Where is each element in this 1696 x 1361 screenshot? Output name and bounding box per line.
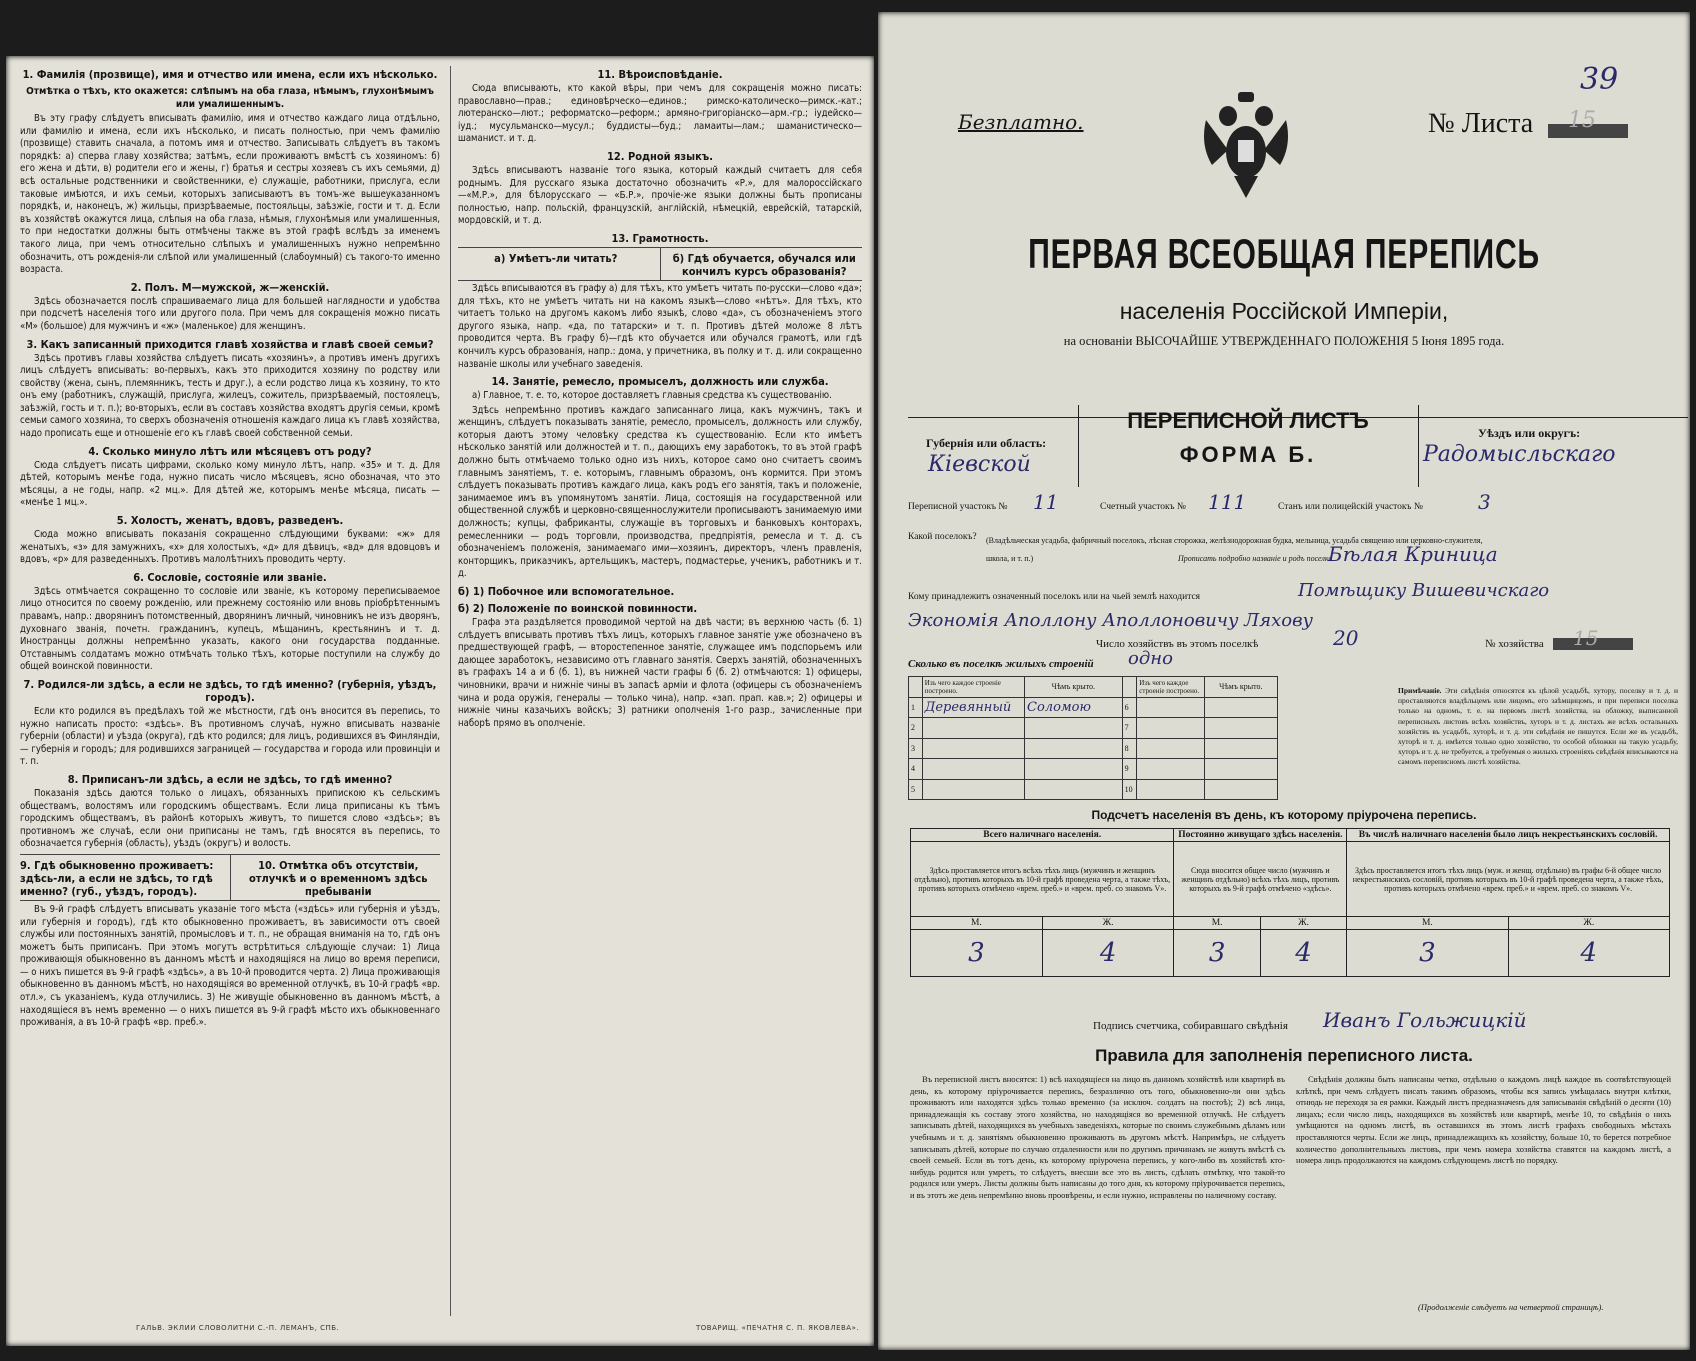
- count-desc-permanent: Сюда вносится общее число (мужчинъ и женщинъ отдѣльно) всѣхъ тѣхъ лицъ, противъ которыхъ въ 9-й графѣ отмѣчено «здѣсь».: [1174, 842, 1347, 917]
- households-label: Число хозяйствъ въ этомъ поселкѣ: [1096, 638, 1259, 650]
- poselok-hint: (Владѣльческая усадьба, фабричный поселокъ, лѣсная сторожка, желѣзнодорожная будка, мельница, усадьба священно или церковно-служителя, школа, и т. п.): [986, 536, 1483, 563]
- section-6-title: 6. Сословіе, состояніе или званіе.: [133, 570, 327, 584]
- section-9-title: 9. Гдѣ обыкновенно проживаетъ: здѣсь-ли, а если не здѣсь, то гдѣ именно? (губ., уѣздъ, городъ).: [20, 858, 214, 898]
- bld-row-num: 4: [909, 759, 923, 780]
- subtitle-2: на основаніи ВЫСОЧАЙШЕ УТВЕРЖДЕННАГО ПОЛОЖЕНІЯ 5 Іюня 1895 года.: [1063, 334, 1505, 348]
- count-non-peasant-m: 3: [1347, 930, 1508, 977]
- left-footer-1: ГАЛЬВ. ЭКЛИИ СЛОВОЛИТНИ С.-П. ЛЕМАНЪ, СПБ.: [136, 1324, 340, 1332]
- note-text: Эти свѣдѣнія относятся къ цѣлой усадьбѣ, хутору, поселку и т. д. и проставляются владѣльцемъ или лицомъ, его заѣмщицомъ, и при переписи поселка только на одномъ, т. е. на первомъ листѣ хозяйства, на обложку, выписанной переписныхъ листовъ всѣхъ хозяйствъ, хуторъ и т. д. листахъ же всѣхъ остальныхъ хозяйствъ въ усадьбѣ, хуторѣ, и т. д. эти свѣдѣнія не пишутся. Если же въ усадьбѣ, хуторѣ и т. д. имѣется только одно хозяйство, то особой обложки на такую усадьбу, хуторъ и т. д. не требуется, а требуемыя о жилыхъ строеніяхъ свѣдѣнія вписываются на самомъ переписномъ листѣ хозяйства.: [1398, 686, 1678, 767]
- household-no-label: № хозяйства: [1485, 638, 1544, 650]
- section-14-title: 14. Занятіе, ремесло, промыселъ, должность или служба.: [491, 375, 829, 389]
- count-permanent-m: 3: [1174, 930, 1260, 977]
- section-13b: б) Гдѣ обучается, обучался или кончилъ курсъ образованія?: [672, 251, 856, 278]
- count-desc-total: Здѣсь проставляется итогъ всѣхъ тѣхъ лицъ (мужчинъ и женщинъ отдѣльно), противъ которыхъ въ 10-й графѣ проведена черта, а также тѣхъ, противъ которыхъ отмѣчено «врем. преб.» и «врем. преб. со знакомъ V».: [911, 842, 1174, 917]
- left-footer-2: ТОВАРИЩ. «ПЕЧАТНЯ С. П. ЯКОВЛЕВА».: [696, 1324, 860, 1332]
- perepis-uchastok-value: 11: [1033, 490, 1059, 514]
- section-11-text: Сюда вписывають, кто какой вѣры, при чемъ для сокращенія можно писать: православно—прав.; единовѣрческо—единов.; римско-католическо—римск.-кат.; лютеранско—лют.; реформатско—реформ.; армяно-григоріанско—арм.-гр.; іудейско—іуд.; мусульманско—мусул.; буддисты—буд.; ламаиты—лам.; шаманистическо—шаманист. и т. д.: [458, 83, 862, 145]
- section-8-text: Показанія здѣсь даются только о лицахъ, обязанныхъ припискою къ сельскимъ обществамъ, волостямъ или городскимъ обществамъ. Если лица приписаны къ тѣмъ городскимъ обществамъ, въ районѣ которыхъ живутъ, то пишется слово «здѣсь»; въ противномъ же случаѣ, если они приписаны не тамъ, гдѣ вносятся въ перепись, то обозначается губернія (область), уѣздъ (округъ) и волость.: [20, 787, 440, 850]
- section-10-title: 10. Отмѣтка объ отсутствіи, отлучкѣ и о временномъ здѣсь пребываніи: [248, 858, 428, 898]
- form-title: ПЕРЕПИСНОЙ ЛИСТЪ: [1127, 408, 1369, 433]
- rules-title: Правила для заполненія переписного листа.: [1095, 1046, 1473, 1065]
- section-5-title: 5. Холостъ, женатъ, вдовъ, разведенъ.: [116, 514, 344, 528]
- section-1-title: 1. Фамилія (прозвище), имя и отчество или имена, если ихъ нѣсколько.: [22, 68, 438, 81]
- bld-row-roof: Соломою: [1025, 697, 1123, 718]
- bld-cell: [1137, 738, 1204, 759]
- bld-row-num-2: 10: [1122, 779, 1137, 800]
- column-divider: [450, 66, 451, 1316]
- section-13a: а) Умѣетъ-ли читать?: [494, 251, 618, 265]
- bld-row-num-2: 9: [1122, 759, 1137, 780]
- bld-row-num: 2: [909, 718, 923, 739]
- buildings-note: [1398, 686, 1678, 768]
- section-11-title: 11. Вѣроисповѣданіе.: [597, 68, 723, 81]
- section-14-text: Здѣсь непремѣнно противъ каждаго записаннаго лица, какъ мужчинъ, такъ и женщинъ, слѣдуетъ показывать занятіе, ремесло, промыселъ, должность или службу, которыя даютъ этому человѣку средства къ существованію. Если кто имѣетъ нѣсколько занятій или должностей и т. п., дающихъ ему заработокъ, то въ этой графѣ должно быть отмѣчаемо только одно изъ нихъ, которое само оно считаетъ своимъ главнымъ занятіемъ, т. е. которымъ, главнымъ образомъ, онъ кормится. При этомъ слѣдуетъ показывать противъ каждаго лица, какъ родъ его занятія, такъ и положеніе, занимаемое имъ въ упомянутомъ занятіи. Лица, состоящія на государственной или общественной службѣ и церковно-священнослужители прописываютъ занимаемую ими должность; купцы, фабриканты, служащіе въ торговыхъ и банковыхъ конторахъ, ремесленники — родъ торговли, производства, предпріятія, ремесла и т. д. съ обозначеніемъ положенія, занимаемаго ими—хозяинъ, директоръ, членъ правленія, конторщикъ, приказчикъ, артельщикъ, мастеръ, подмастерье, ученикъ, работникъ и т. д.: [458, 404, 862, 580]
- bld-cell: [922, 759, 1024, 780]
- bld-cell: [1025, 738, 1123, 759]
- count-non-peasant-zh: 4: [1508, 930, 1669, 977]
- bld-row-num: 3: [909, 738, 923, 759]
- form-box-right: [1418, 405, 1419, 487]
- section-14b2: б) 2) Положеніе по воинской повинности.: [458, 602, 698, 615]
- bld-row-num-2: 6: [1122, 697, 1137, 718]
- bld-cell: [1137, 697, 1204, 718]
- uezd-value: Радомысльскаго: [1423, 442, 1616, 467]
- section-14a: а) Главное, т. е. то, которое доставляетъ главныя средства къ существованію.: [472, 390, 832, 402]
- bld-cell: [1204, 718, 1277, 739]
- signature-value: Иванъ Гольжицкій: [1323, 1008, 1527, 1032]
- section-14b1: б) 1) Побочное или вспомогательное.: [458, 585, 675, 598]
- rules-column-1: Въ переписной листъ вносятся: 1) всѣ находящіеся на лицо въ данномъ хозяйствѣ или квартирѣ въ день, къ которому пріурочивается перепись, безразлично отъ того, обыкновенно-ли они здѣсь проживаютъ или находятся здѣсь только временно (за исключ. солдатъ на постоѣ); 2) всѣ лица, принадлежащія къ составу этого хозяйства, но находящіяся во временной отлучкѣ. Не слѣдуетъ записывать дѣтей, находящихся въ учебныхъ заведеніяхъ, которые по своимъ служебнымъ дѣламъ или учебнымъ и т. д. занятіямъ обыкновенно проживаютъ въ другомъ мѣстѣ. Напримѣръ, не слѣдуетъ записывать дѣтей, которые по случаю отдаленности или по другимъ причинамъ не живутъ вмѣстѣ съ своей семьей. Если въ тотъ день, къ которому пріурочена перепись, у кого-либо въ хозяйствѣ кто-нибудь родится или умретъ, то слѣдуетъ, внесши все это въ листъ, сдѣлать отмѣтку, что такой-то родился или умеръ. Листы должны быть написаны до того дня, къ которому пріурочивается перепись, и въ этотъ же день непремѣнно вновь проовѣрены, и если нужно, исправлены по наличному составу.: [910, 1074, 1285, 1200]
- bld-material-header: Изъ чего каждое строеніе построено.: [922, 677, 1024, 698]
- note-title: Примѣчаніе.: [1398, 686, 1442, 695]
- schet-uchastok-value: 111: [1208, 490, 1247, 514]
- bld-cell: [922, 779, 1024, 800]
- section-13-text: Здѣсь вписываются въ графу а) для тѣхъ, кто умѣетъ читать по-русски—слово «да»; для тѣхъ, кто не умѣетъ читать ни на какомъ языкѣ—слово «нѣтъ». Для тѣхъ, кто читаетъ только на другомъ какомъ либо языкѣ, слово «да», съ обозначеніемъ этого другого языка, напр. «да, по татарски» и т. п. Противъ дѣтей моложе 8 лѣтъ проводится черта. Въ графу б)—гдѣ кто обучается или обучался грамотѣ, или гдѣ кончилъ курсъ образованія, напр.: дома, у причетника, въ полку и т. д. или сокращенно названіе школы или учебнаго заведенія.: [458, 282, 862, 370]
- zh-label: Ж.: [1042, 917, 1174, 930]
- bld-cell: [1204, 697, 1277, 718]
- count-header-non-peasant: Въ числѣ наличнаго населенія было лицъ некрестьянскихъ сословій.: [1347, 829, 1670, 842]
- bld-num-header-2: [1122, 677, 1137, 698]
- form-subtitle: ФОРМА Б.: [1179, 442, 1317, 467]
- owner-label: Кому принадлежитъ означенный поселокъ или на чьей землѣ находится: [908, 592, 1201, 602]
- section-14b-text: Графа эта раздѣляется проводимой чертой на двѣ части; въ верхнюю часть (б. 1) слѣдуетъ вписывать противъ тѣхъ лицъ, которыхъ главное занятіе уже обозначено въ предшествующей графѣ, — второстепенное занятіе, служащее имъ подспорьемъ или дающее заработокъ, независимо отъ главнаго занятія. Сверхъ занятій, обозначенныхъ въ графахъ 14 а и б (б. 1), въ нижней части графы б (б. 2) отмѣчаются: 1) офицеры, чиновники, врачи и нижніе чины въ запасѣ арміи и флота (офицеры съ обозначеніемъ чина и рода оружія, генералы — только чина), напр. «зап. прап. кав.»; 2) офицеры и нижніе чины казачьихъ войскъ; 3) ратники ополченія 1-го разр., зачисленные при наборѣ прямо въ ополченіе.: [458, 617, 862, 729]
- section-13-title: 13. Грамотность.: [611, 231, 709, 245]
- buildings-label: Сколько въ поселкѣ жилыхъ строеній: [908, 658, 1094, 670]
- bld-cell: [1137, 759, 1204, 780]
- table-row: [909, 738, 1278, 759]
- bld-num-header: [909, 677, 923, 698]
- gubernia-label: Губернія или область:: [926, 436, 1047, 450]
- bld-roof-header-2: Чѣмъ крыто.: [1204, 677, 1277, 698]
- section-3-title: 3. Какъ записанный приходится главѣ хозяйства и главѣ своей семьи?: [26, 337, 434, 351]
- table-row: [909, 779, 1278, 800]
- section-1-subtitle: Отмѣтка о тѣхъ, кто окажется: слѣпымъ на оба глаза, нѣмымъ, глухонѣмымъ или умалишеннымъ.: [26, 86, 434, 110]
- table-row: [909, 697, 1278, 718]
- section-4-text: Сюда слѣдуетъ писать цифрами, сколько кому минуло лѣтъ, напр. «35» и т. д. Для дѣтей, которымъ менѣе года, нужно писать число мѣсяцевъ, ясно обозначая, что это мѣсяцы, а не годы, напр. «2 мц.». Для дѣтей же, которымъ менѣе мѣсяца, писать — «менѣе 1 мц.».: [20, 459, 440, 509]
- perepis-uchastok-label: Переписной участокъ №: [908, 502, 1008, 512]
- m-label: М.: [1347, 917, 1508, 930]
- left-column-2: [458, 64, 862, 1324]
- bld-cell: [1137, 718, 1204, 739]
- sheet-number-value: 15: [1568, 108, 1596, 133]
- m-label: М.: [1174, 917, 1260, 930]
- count-header-permanent: Постоянно живущаго здѣсь населенія.: [1174, 829, 1347, 842]
- count-total-m: 3: [911, 930, 1043, 977]
- count-title: Подсчетъ населенія въ день, къ которому пріурочена перепись.: [1091, 808, 1477, 822]
- bld-cell: [1204, 779, 1277, 800]
- bld-cell: [1204, 738, 1277, 759]
- right-page: [878, 12, 1690, 1350]
- population-count-table: [910, 828, 1670, 977]
- main-title: ПЕРВАЯ ВСЕОБЩАЯ ПЕРЕПИСЬ: [1028, 230, 1540, 277]
- section-9-text: Въ 9-й графѣ слѣдуетъ вписывать указаніе того мѣста («здѣсь» или губернія и уѣздъ, или губернія и городъ), гдѣ кто обыкновенно проживаетъ, въ зависимости отъ своей службы или постоянныхъ занятій, промысловъ и т. п., не обращая вниманія на то, гдѣ онъ можетъ быть приписанъ. При этомъ могутъ встрѣтиться слѣдующіе случаи: 1) Лица проживающія обыкновенно въ данномъ мѣстѣ и находящіяся на лицо во время переписи, — о нихъ пишется въ 9-й графѣ «здѣсь», а въ 10-й проводится черта. 2) Лица проживающія обыкновенно въ данномъ мѣстѣ, но находящіяся во временной отлучкѣ, въ 10-й графѣ «вр. отл.», съ указаніемъ, куда отлучились. 3) Не живущіе обыкновенно въ данномъ мѣстѣ, а находящіеся въ немъ временно — о нихъ пишется въ 9-й графѣ мѣсто ихъ обыкновеннаго проживанія, а въ 10-й графѣ «вр. преб.».: [20, 903, 440, 1029]
- schet-uchastok-label: Счетный участокъ №: [1100, 502, 1186, 512]
- poselok-label: Какой поселокъ?: [908, 532, 977, 542]
- buildings-value: одно: [1128, 648, 1173, 669]
- bld-row-num-2: 7: [1122, 718, 1137, 739]
- gubernia-value: Кіевской: [928, 452, 1031, 477]
- stan-value: 3: [1478, 490, 1491, 514]
- double-headed-eagle-icon: [1198, 90, 1294, 200]
- left-page: [6, 56, 874, 1346]
- count-header-total: Всего наличнаго населенія.: [911, 829, 1174, 842]
- section-8-title: 8. Приписанъ-ли здѣсь, а если не здѣсь, то гдѣ именно?: [67, 772, 393, 786]
- count-total-zh: 4: [1042, 930, 1174, 977]
- stan-label: Станъ или полицейскій участокъ №: [1278, 502, 1423, 512]
- buildings-table: [908, 676, 1278, 800]
- rules-continued: (Продолженіе слѣдуетъ на четвертой страницѣ).: [1418, 1302, 1604, 1312]
- table-row: [909, 759, 1278, 780]
- subtitle: населенія Россійской Имперіи,: [1119, 298, 1449, 324]
- bld-cell: [1204, 759, 1277, 780]
- section-4-title: 4. Сколько минуло лѣтъ или мѣсяцевъ отъ роду?: [88, 444, 372, 458]
- signature-label: Подпись счетчика, собиравшаго свѣдѣнія: [1093, 1020, 1288, 1032]
- sheet-number-label: № Листа: [1428, 108, 1534, 139]
- left-column-1: [20, 64, 440, 1324]
- free-label: Безплатно.: [958, 110, 1084, 134]
- section-1-text: Въ эту графу слѣдуетъ вписывать фамилію, имя и отчество каждаго лица отдѣльно, или фамилію и имена, если ихъ нѣсколько, и писать полностью, при чемъ фамилію (прозвище) ставить сначала, а потомъ имя и отчество. Записывать слѣдуетъ въ такомъ порядкѣ: а) сперва главу хозяйства; затѣмъ, если проживаютъ вмѣстѣ съ хозяиномъ: б) его жена и дѣти, в) родители его и жены, г) братья и сестры хозяевъ съ ихъ семьями, д) всѣ остальные родственники и свойственники, е) служащіе, работники, прислуга, если таковые имѣются, и ихъ семьи, которыхъ записываютъ въ томъ-же вышеуказанномъ порядкѣ, и, наконецъ, ж) жильцы, призрѣваемые, постояльцы, заѣзжіе, гости и т. д. Если въ хозяйствѣ окажутся лица, слѣпыя на оба глаза, нѣмыя, глухонѣмыя или умалишенныя, то при недостатки должны быть отмѣчены также въ этой графѣ вслѣдъ за именемъ такого лица, при чемъ относительно слѣпыхъ и умалишенныхъ нужно непремѣнно обозначить, отъ рожденія-ли слѣпой или умалишенный (слабоумный) съ такого-то именно возраста.: [20, 113, 440, 276]
- bld-row-num-2: 8: [1122, 738, 1137, 759]
- bld-roof-header: Чѣмъ крыто.: [1025, 677, 1123, 698]
- bld-row-num: 5: [909, 779, 923, 800]
- bld-cell: [1025, 779, 1123, 800]
- count-permanent-zh: 4: [1260, 930, 1346, 977]
- bld-material-header-2: Изъ чего каждое строеніе построено.: [1137, 677, 1204, 698]
- count-desc-non-peasant: Здѣсь проставляется итогъ тѣхъ лицъ (муж. и женщ. отдѣльно) въ графы 6-й общее число некрестьянскихъ сословій, противъ которыхъ въ 10-й графѣ проведена черта, а также тѣхъ, противъ которыхъ отмѣчено «врем. преб.» и «врем. преб. со знакомъ V».: [1347, 842, 1670, 917]
- zh-label: Ж.: [1508, 917, 1669, 930]
- bld-cell: [922, 738, 1024, 759]
- section-2-title: 2. Полъ. М—мужской, ж—женскій.: [130, 280, 330, 294]
- section-12-title: 12. Родной языкъ.: [606, 149, 713, 163]
- section-2-text: Здѣсь обозначается послѣ спрашиваемаго лица для большей наглядности и удобства при подсчетѣ населенія того или другого пола. При чемъ для сокращенія можно писать «М» (большое) для мужчинъ и «ж» (маленькое) для женщинъ.: [20, 295, 440, 332]
- bld-cell: [1025, 718, 1123, 739]
- section-12-text: Здѣсь вписываютъ названіе того языка, который каждый считаетъ для себя роднымъ. Для русскаго языка достаточно обозначить «Р.», для малороссійскаго—«М.Р.», для бѣлорусскаго — «Б.Р.», прочіе-же языки должны быть прописаны полностью, напр. польскій, французскій, англійскій, нѣмецкій, еврейскій, татарскій, мордовскій, и т. д.: [458, 164, 862, 227]
- owner-value-1: Помѣщику Вишевичскаго: [1298, 580, 1550, 601]
- section-3-text: Здѣсь противъ главы хозяйства слѣдуетъ писать «хозяинъ», а противъ именъ другихъ лицъ слѣдуетъ вписывать: во-первыхъ, какъ это приходится хозяину по родству или свойству (жена, сынъ, племянникъ, тесть и друг.), а если родство лица къ хозяину, то кто онъ ему (работникъ, служащій, прислуга, жилецъ, сожитель, призрѣваемый, постоялецъ, заѣзжій, гость и т. п.); во-вторыхъ, если въ составъ хозяйства входятъ другія семьи, кромѣ семьи самого хозяина, то сверхъ обозначенія отношенія каждаго лица къ главѣ хозяйства, надо прописать еще и отношеніе его къ главѣ своей собственной семьи.: [20, 352, 440, 440]
- bld-row-num: 1: [909, 697, 923, 718]
- bld-cell: [922, 718, 1024, 739]
- owner-value-2: Экономія Аполлону Аполлоновичу Ляхову: [908, 610, 1313, 631]
- archive-number: 39: [1580, 62, 1619, 97]
- poselok-value: Бѣлая Криница: [1328, 542, 1498, 566]
- bld-row-material: Деревянный: [922, 697, 1024, 718]
- uezd-label: Уѣздъ или округъ:: [1478, 426, 1581, 440]
- rules-column-2: Свѣдѣнія должны быть написаны четко, отдѣльно о каждомъ лицѣ каждое въ соотвѣтствующей клѣткѣ, при чемъ слѣдуетъ писать такимъ образомъ, чтобы вся запись умѣщалась внутри клѣтки, отнюдь не переходя за ея рамки. Каждый листъ предназначенъ для записыванія свѣдѣній о десяти (10) лицахъ; если число лицъ, находящихся въ хозяйствѣ или квартирѣ, менѣе 10, то свѣдѣнія о нихъ умѣщаются на одномъ листѣ, въ оставшихся въ этомъ листѣ графахъ свободныхъ мѣстахъ проставляются черты. Если же лицъ, принадлежащихъ къ хозяйству, больше 10, то берется потребное количество дополнительныхъ листовъ, при чемъ номера хозяйства ставятся на каждомъ листѣ, а номера лицъ продолжаются на каждомъ слѣдующемъ листѣ по порядку.: [1296, 1074, 1671, 1166]
- bld-cell: [1137, 779, 1204, 800]
- zh-label: Ж.: [1260, 917, 1346, 930]
- section-6-text: Здѣсь отмѣчается сокращенно то сословіе или званіе, къ которому переписываемое лицо относится по своему рожденію, или прежнему состоянію или вновь пріобрѣтеннымъ правамъ, напр.: дворянинъ потомственный, дворянинъ личный, чиновникъ не изъ дворянъ, духовнаго званія, почетн. гражданинъ, купецъ, мѣщанинъ, крестьянинъ и т. д. Иностранцы должны непремѣнно указать, какого они государства подданные. Отставнымъ солдатамъ можно отмѣчать только тѣхъ, которые поступили на службу до общей воинской повинности.: [20, 585, 440, 673]
- table-row: [909, 718, 1278, 739]
- household-no-value: 15: [1573, 626, 1599, 650]
- m-label: М.: [911, 917, 1043, 930]
- bld-cell: [1025, 759, 1123, 780]
- households-value: 20: [1333, 626, 1359, 650]
- section-5-text: Сюда можно вписывать показанія сокращенно слѣдующими буквами: «ж» для женатыхъ, «з» для замужнихъ, «х» для холостыхъ, «д» для дѣвицъ, «вд» для вдовцовъ и вдовъ, «р» для разведенныхъ. Противъ малолѣтнихъ проводить черту.: [20, 529, 440, 566]
- section-7-text: Если кто родился въ предѣлахъ той же мѣстности, гдѣ онъ вносится въ перепись, то нужно написать просто: «здѣсь». Въ противномъ случаѣ, нужно вписывать названіе губерніи (области) и уѣзда (округа), гдѣ кто родился; для лицъ, родившихся въ Финляндіи, — губернія и городъ; для родившихся заграницей — государства и города или провинціи и т. п.: [20, 705, 440, 768]
- poselok-hint-2: Прописать подробно названіе и родъ поселка: [1178, 554, 1333, 563]
- section-7-title: 7. Родился-ли здѣсь, а если не здѣсь, то гдѣ именно? (губернія, уѣздъ, городъ).: [23, 677, 437, 704]
